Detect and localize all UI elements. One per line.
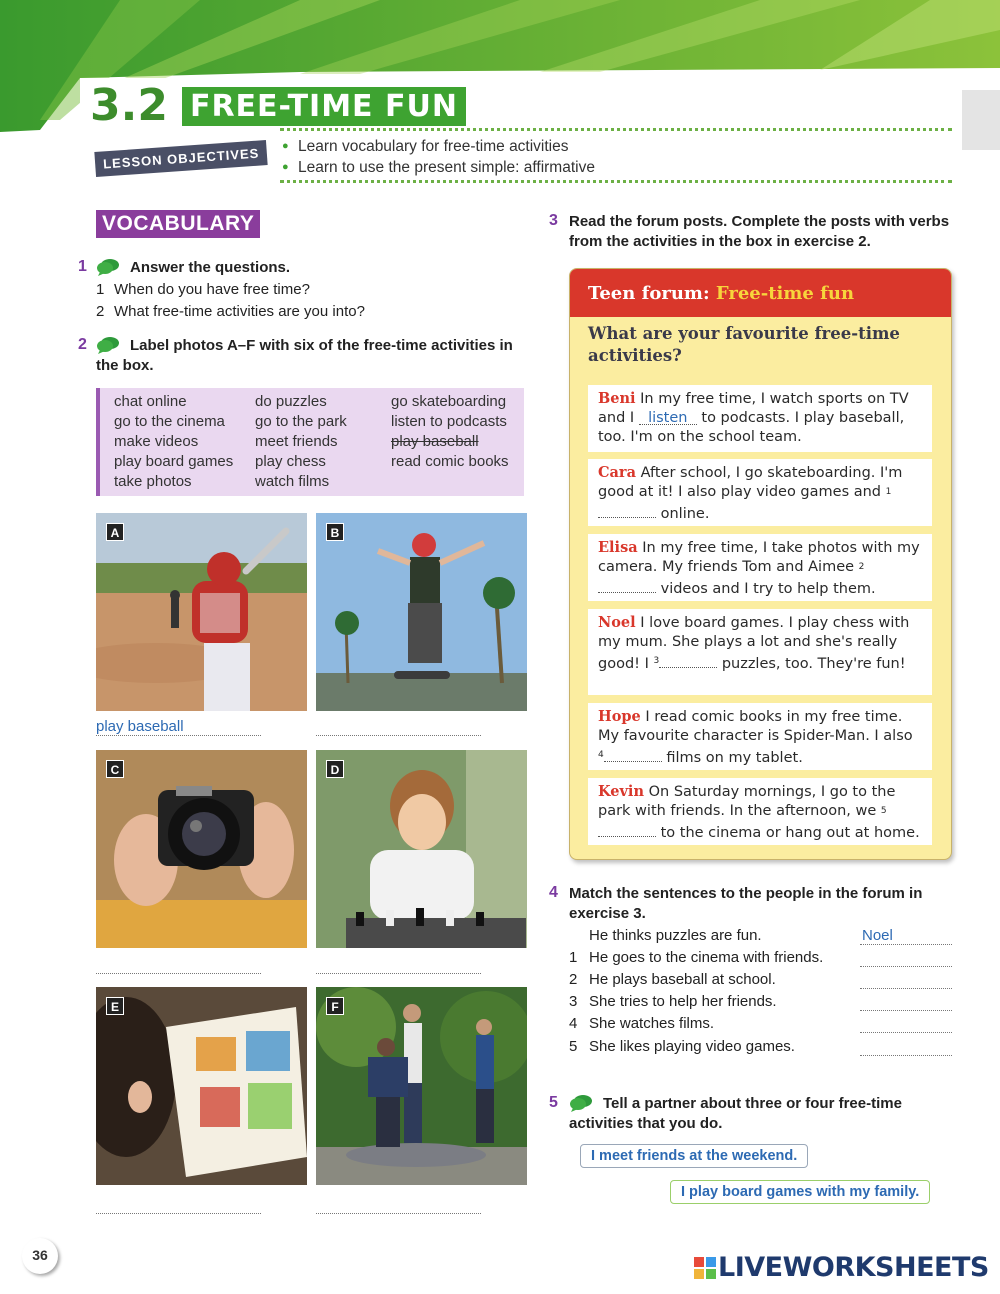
divider	[280, 180, 952, 183]
match-item: 5 She likes playing video games.	[569, 1038, 952, 1060]
match-answer-field[interactable]	[860, 949, 952, 967]
camera-illustration	[96, 750, 307, 948]
lesson-number: 3.2	[80, 78, 178, 134]
forum-post-noel: Noel I love board games. I play chess with my mum. She plays a lot and she's really good! I $^3$ puzzles, too. They're fun!	[588, 609, 932, 695]
match-item: 2 He plays baseball at school.	[569, 971, 952, 993]
photo-b-answer-field[interactable]	[316, 718, 481, 736]
word-item: do puzzles	[255, 393, 327, 410]
divider	[280, 128, 952, 131]
match-item-example: He thinks puzzles are fun. Noel	[569, 927, 952, 949]
word-column	[255, 392, 347, 492]
post-gap-answer[interactable]: listen	[639, 409, 697, 425]
word-item: go to the cinema	[114, 413, 225, 430]
photo-d-chess	[316, 750, 527, 948]
post-gap-1[interactable]	[598, 502, 656, 518]
lesson-title: FREE-TIME FUN	[182, 87, 466, 126]
word-item-used: play baseball	[391, 433, 479, 450]
post-author: Hope	[598, 708, 641, 725]
match-answer-field[interactable]	[860, 1038, 952, 1056]
photo-label: D	[326, 760, 344, 778]
objective-item: ● Learn to use the present simple: affirmative	[282, 157, 595, 178]
word-item: play chess	[255, 453, 326, 470]
chess-illustration	[316, 750, 527, 948]
photo-label: E	[106, 997, 124, 1015]
photo-c-taking-photos	[96, 750, 307, 948]
match-item: 1 He goes to the cinema with friends.	[569, 949, 952, 971]
photo-e-comic-books	[96, 987, 307, 1185]
comic-reading-illustration	[96, 987, 307, 1185]
speech-bubble-icon	[96, 258, 120, 276]
word-item: meet friends	[255, 433, 338, 450]
forum-post-hope: Hope I read comic books in my free time. My favourite character is Spider-Man. I also $^4$ films on my tablet.	[588, 703, 932, 770]
example-speech-bubble: I meet friends at the weekend.	[580, 1144, 808, 1168]
photo-c-answer-field[interactable]	[96, 956, 261, 974]
page-title	[80, 78, 466, 134]
forum-question: What are your favourite free-time activities?	[588, 324, 900, 365]
exercise-number: 4	[549, 884, 558, 901]
forum-title-highlight: Free-time fun	[715, 283, 855, 304]
vocabulary-heading: VOCABULARY	[96, 210, 260, 238]
watermark-text: LIVEWORKSHEETS	[718, 1252, 989, 1283]
forum-post-elisa: Elisa In my free time, I take photos with my camera. My friends Tom and Aimee $^2$ videos and I try to help them.	[588, 534, 932, 601]
match-answer-field[interactable]	[860, 1015, 952, 1033]
objectives-badge: LESSON OBJECTIVES	[94, 140, 268, 177]
exercise-instruction: Answer the questions.	[130, 259, 291, 276]
photo-f-answer-field[interactable]	[316, 1196, 481, 1214]
post-gap-3[interactable]	[659, 652, 717, 668]
word-item: go to the park	[255, 413, 347, 430]
word-item: play board games	[114, 453, 234, 470]
photo-a-baseball	[96, 513, 307, 711]
post-gap-2[interactable]	[598, 577, 656, 593]
match-answer-field[interactable]: Noel	[860, 927, 952, 945]
post-author: Elisa	[598, 539, 638, 556]
liveworksheets-logo-icon	[694, 1257, 716, 1279]
park-illustration	[316, 987, 527, 1185]
word-column	[391, 392, 509, 472]
word-column	[114, 392, 233, 492]
post-gap-4[interactable]	[604, 746, 662, 762]
word-item: read comic books	[391, 453, 509, 470]
forum-panel	[569, 268, 952, 860]
question: 1 When do you have free time?	[96, 281, 310, 298]
example-speech-bubble: I play board games with my family.	[670, 1180, 930, 1204]
page-number: 36	[22, 1238, 58, 1274]
photo-label: C	[106, 760, 124, 778]
forum-post-beni: Beni In my free time, I watch sports on TV and I listen to podcasts. I play baseball, too. I'm on the school team.	[588, 385, 932, 452]
photo-b-skateboarding	[316, 513, 527, 711]
word-item: chat online	[114, 393, 187, 410]
word-item: make videos	[114, 433, 199, 450]
exercise-instruction: Label photos A–F with six of the free-time activities in the box.	[96, 337, 513, 374]
liveworksheets-watermark	[694, 1252, 989, 1283]
exercise-instruction: Tell a partner about three or four free-time activities that you do.	[569, 1095, 902, 1132]
exercise-number: 1	[78, 258, 87, 275]
post-author: Noel	[598, 614, 636, 631]
word-item: watch films	[255, 473, 330, 490]
forum-post-cara: Cara After school, I go skateboarding. I'm good at it! I also play video games and $^1$ online.	[588, 459, 932, 526]
forum-title: Teen forum: Free-time fun	[570, 269, 951, 317]
photo-label: B	[326, 523, 344, 541]
photo-label: A	[106, 523, 124, 541]
post-gap-5[interactable]	[598, 821, 656, 837]
baseball-illustration	[96, 513, 307, 711]
photo-a-answer-field[interactable]: play baseball	[96, 718, 261, 736]
match-item: 4 She watches films.	[569, 1015, 952, 1037]
exercise-instruction: Match the sentences to the people in the forum in exercise 3.	[569, 885, 923, 922]
word-item: take photos	[114, 473, 192, 490]
word-item: go skateboarding	[391, 393, 507, 410]
match-answer-field[interactable]	[860, 971, 952, 989]
skateboarding-illustration	[316, 513, 527, 711]
exercise-number: 2	[78, 336, 87, 353]
exercise-instruction: Read the forum posts. Complete the posts with verbs from the activities in the box in exercise 2.	[569, 213, 950, 250]
exercise-number: 3	[549, 212, 558, 229]
objectives-list	[282, 136, 595, 178]
post-author: Cara	[598, 464, 636, 481]
photo-f-park	[316, 987, 527, 1185]
word-item: listen to podcasts	[391, 413, 507, 430]
question: 2 What free-time activities are you into?	[96, 303, 365, 320]
objective-item: ● Learn vocabulary for free-time activities	[282, 136, 595, 157]
post-author: Beni	[598, 390, 636, 407]
word-box	[96, 388, 524, 496]
forum-post-kevin: Kevin On Saturday mornings, I go to the park with friends. In the afternoon, we $^5$ to the cinema or hang out at home.	[588, 778, 932, 845]
photo-e-answer-field[interactable]	[96, 1196, 261, 1214]
exercise-number: 5	[549, 1094, 558, 1111]
photo-label: F	[326, 997, 344, 1015]
match-item: 3 She tries to help her friends.	[569, 993, 952, 1015]
photo-d-answer-field[interactable]	[316, 956, 481, 974]
post-author: Kevin	[598, 783, 644, 800]
match-answer-field[interactable]	[860, 993, 952, 1011]
